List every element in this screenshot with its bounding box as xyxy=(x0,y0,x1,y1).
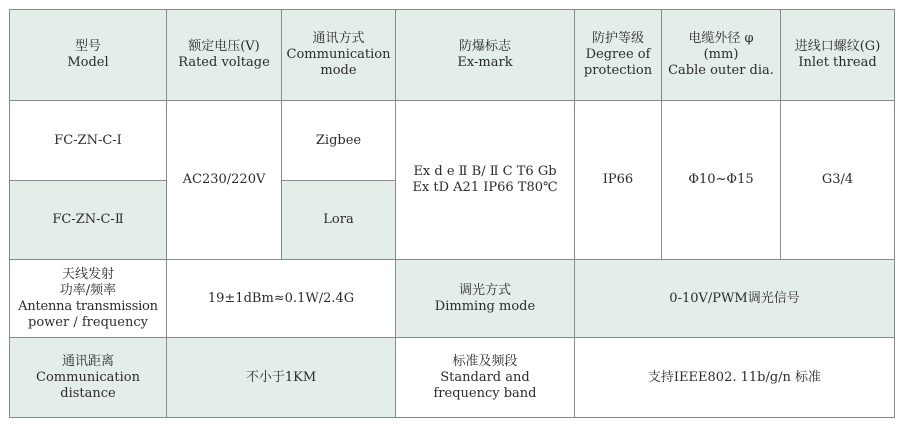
spec-table xyxy=(9,9,895,418)
rated-voltage-cell xyxy=(167,101,282,260)
model-row-1 xyxy=(10,101,895,181)
model-2-cell xyxy=(10,181,167,260)
inlet-cell xyxy=(781,101,895,260)
distance-value-cell xyxy=(167,338,396,418)
dimming-value: 0-10V/PWM调光信号 xyxy=(669,290,800,306)
header-rated-voltage: 额定电压(V) Rated voltage xyxy=(167,10,282,101)
standard-value-cell xyxy=(575,338,895,418)
header-ex-mark: 防爆标志 Ex-mark xyxy=(396,10,575,101)
comm-1-value: Zigbee xyxy=(315,132,362,148)
model-1-cell xyxy=(10,101,167,181)
distance-label-cell: 通讯距离 Communication distance xyxy=(10,338,167,418)
cable-cell xyxy=(662,101,781,260)
comm-2-cell xyxy=(282,181,396,260)
ex-mark-line-2: Ex tD A21 IP66 T80℃ xyxy=(412,180,558,195)
rated-voltage-value: AC230/220V xyxy=(182,172,266,187)
standard-label-cell: 标准及频段 Standard and frequency band xyxy=(396,338,575,418)
model-1-value: FC-ZN-C-Ⅰ xyxy=(54,132,122,148)
antenna-label-cell: 天线发射 功率/频率 Antenna transmission power / frequency xyxy=(10,260,167,338)
antenna-value: 19±1dBm≈0.1W/2.4G xyxy=(207,290,355,306)
header-communication-mode: 通讯方式 Communication mode xyxy=(282,10,396,101)
protection-cell xyxy=(575,101,662,260)
model-2-value: FC-ZN-C-Ⅱ xyxy=(52,212,124,227)
ex-mark-cell xyxy=(396,101,575,260)
cable-value: Φ10~Φ15 xyxy=(688,172,754,187)
ex-mark-line-1: Ex d e Ⅱ B/ Ⅱ C T6 Gb xyxy=(413,164,557,179)
antenna-value-cell xyxy=(167,260,396,338)
distance-value: 不小于1KM xyxy=(245,369,317,385)
header-row xyxy=(10,10,895,101)
protection-value: IP66 xyxy=(602,172,634,187)
comm-2-value: Lora xyxy=(323,212,354,227)
antenna-dimming-row xyxy=(10,260,895,338)
distance-standard-row xyxy=(10,338,895,418)
dimming-value-cell xyxy=(575,260,895,338)
standard-value: 支持IEEE802. 11b/g/n 标准 xyxy=(647,369,822,385)
header-model: 型号 Model xyxy=(10,10,167,101)
header-cable-outer-dia: 电缆外径 φ (mm) Cable outer dia. xyxy=(662,10,781,101)
dimming-label-cell: 调光方式 Dimming mode xyxy=(396,260,575,338)
inlet-value: G3/4 xyxy=(821,172,854,187)
header-inlet-thread: 进线口螺纹(G) Inlet thread xyxy=(781,10,895,101)
header-degree-of-protection: 防护等级 Degree of protection xyxy=(575,10,662,101)
comm-1-cell xyxy=(282,101,396,181)
